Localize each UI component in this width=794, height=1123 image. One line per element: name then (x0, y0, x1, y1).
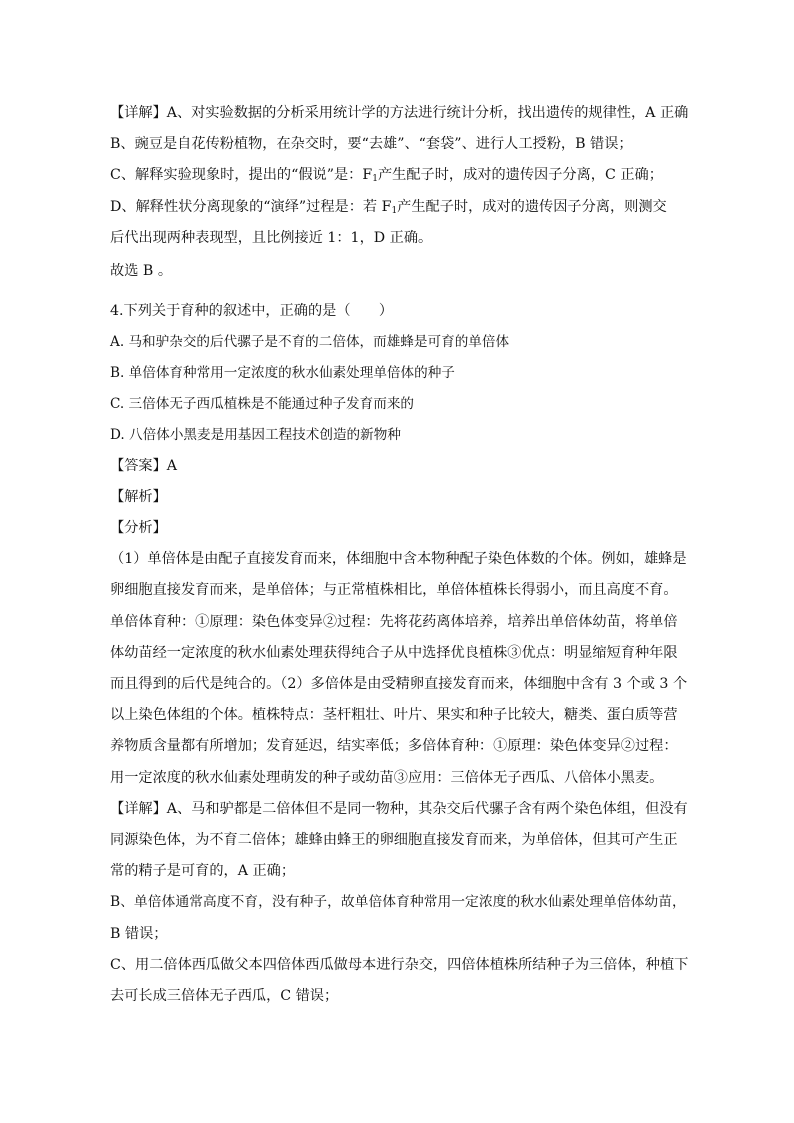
detail-line-7: 去可长成三倍体无子西瓜，C 错误； (110, 988, 339, 1004)
detail-d-text-b: 产生配子时，成对的遗传因子分离，则测交 (397, 199, 667, 215)
detail-line-2: 同源染色体，为不育二倍体；雄蜂由蜂王的卵细胞直接发育而来，为单倍体，但其可产生正 (110, 832, 678, 848)
analysis-line-8: 用一定浓度的秋水仙素处理萌发的种子或幼苗③应用：三倍体无子西瓜、八倍体小黑麦。 (110, 770, 664, 786)
detail-d-text-a: D、解释性状分离现象的“演绎”过程是：若 F (110, 199, 392, 215)
analysis-heading: 【解析】 (110, 489, 167, 505)
detail-line-1: 【详解】A、马和驴都是二倍体但不是同一物种，其杂交后代骡子含有两个染色体组，但没有 (110, 801, 688, 817)
detail-line-5: B 错误； (110, 926, 168, 942)
detail-line-3: 常的精子是可育的，A 正确； (110, 863, 296, 879)
analysis-line-3: 单倍体育种：①原理：染色体变异②过程：先将花药离体培养，培养出单倍体幼苗，将单倍 (110, 614, 678, 630)
option-d: D. 八倍体小黑麦是用基因工程技术创造的新物种 (110, 427, 401, 443)
analysis-line-1: （1）单倍体是由配子直接发育而来，体细胞中含本物种配子染色体数的个体。例如，雄蜂是 (110, 551, 687, 567)
fenxi-heading: 【分析】 (110, 520, 167, 536)
detail-line-4: B、单倍体通常高度不育，没有种子，故单倍体育种常用一定浓度的秋水仙素处理单倍体幼苗， (110, 894, 686, 910)
analysis-line-5: 而且得到的后代是纯合的。（2）多倍体是由受精卵直接发育而来，体细胞中含有 3 个或 3 个 (110, 676, 688, 692)
option-b: B. 单倍体育种常用一定浓度的秋水仙素处理单倍体的种子 (110, 365, 455, 381)
detail-c-text-a: C、解释实验现象时，提出的“假说”是：F (110, 167, 373, 183)
answer-label: 【答案】A (110, 458, 177, 474)
f1-subscript: 1 (372, 174, 378, 184)
option-a: A. 马和驴杂交的后代骡子是不育的二倍体，而雄蜂是可育的单倍体 (110, 334, 510, 350)
question-stem: 4.下列关于育种的叙述中，正确的是（ ） (110, 303, 394, 319)
detail-c-option-line (110, 166, 690, 188)
analysis-line-7: 养物质含量都有所增加；发育延迟，结实率低；多倍体育种：①原理：染色体变异②过程： (110, 738, 678, 754)
conclusion-line: 故选 B 。 (110, 263, 173, 279)
analysis-line-4: 体幼苗经一定浓度的秋水仙素处理获得纯合子从中选择优良植株③优点：明显缩短育种年限 (110, 645, 678, 661)
detail-c-text-b: 产生配子时，成对的遗传因子分离，C 正确； (377, 167, 663, 183)
detail-line-6: C、用二倍体西瓜做父本四倍体西瓜做母本进行杂交，四倍体植株所结种子为三倍体，种植下 (110, 957, 689, 973)
f1-subscript: 1 (391, 206, 398, 216)
option-c: C. 三倍体无子西瓜植株是不能通过种子发育而来的 (110, 396, 415, 412)
detail-d-option-line-2: 后代出现两种表现型，且比例接近 1：1，D 正确。 (110, 230, 433, 246)
detail-b-option-line: B、豌豆是自花传粉植物，在杂交时，要“去雄”、“套袋”、进行人工授粉，B 错误； (110, 136, 633, 152)
analysis-line-6: 以上染色体组的个体。植株特点：茎杆粗壮、叶片、果实和种子比较大，糖类、蛋白质等营 (110, 707, 678, 723)
detail-d-option-line (110, 198, 690, 220)
detail-a-line-1: 【详解】A、对实验数据的分析采用统计学的方法进行统计分析，找出遗传的规律性，A 正确 (110, 105, 689, 121)
analysis-line-2: 卵细胞直接发育而来，是单倍体；与正常植株相比，单倍体植株长得弱小，而且高度不育。 (110, 582, 678, 598)
